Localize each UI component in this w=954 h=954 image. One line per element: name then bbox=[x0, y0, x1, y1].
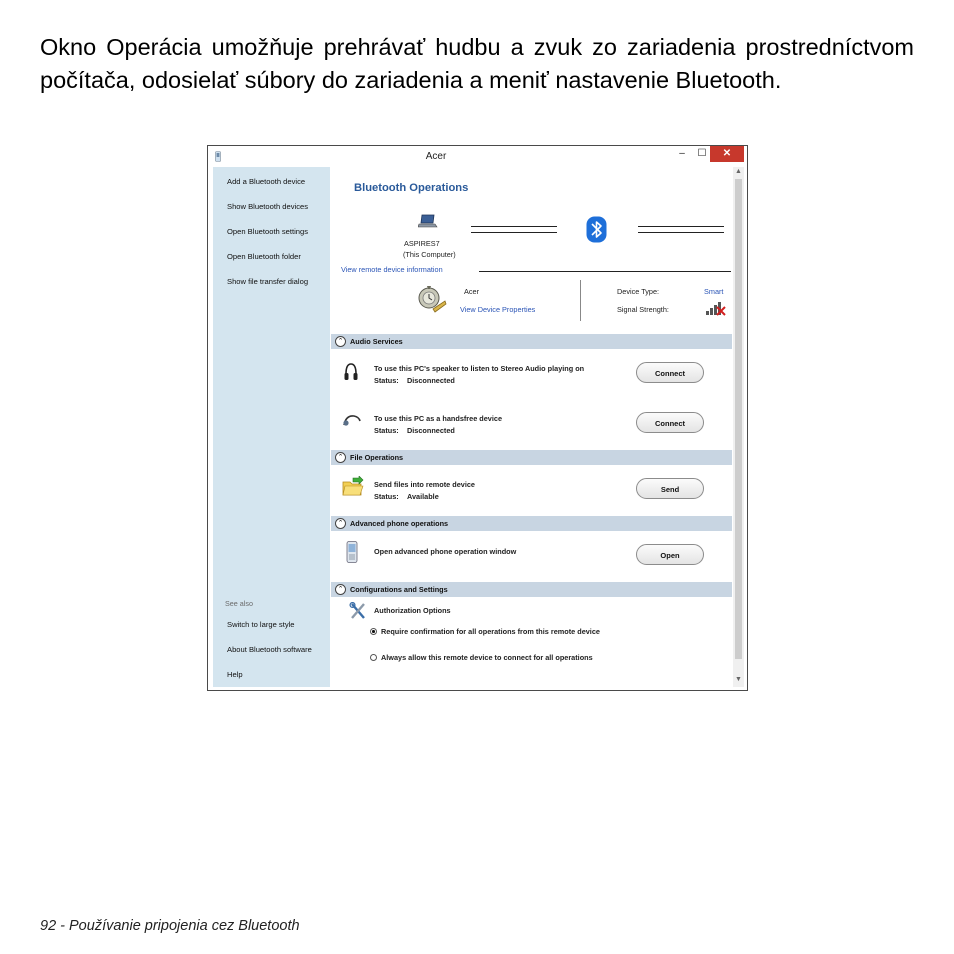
see-also-heading: See also bbox=[225, 599, 253, 608]
bluetooth-window bbox=[207, 145, 748, 691]
collapse-chevron-icon[interactable]: ⌃ bbox=[335, 518, 346, 529]
page-footer: 92 - Používanie pripojenia cez Bluetooth bbox=[40, 918, 300, 934]
option-require-confirmation[interactable]: Require confirmation for all operations from this remote device bbox=[381, 627, 600, 636]
page-title: Bluetooth Operations bbox=[354, 182, 469, 194]
open-phone-button[interactable]: Open bbox=[636, 544, 704, 565]
view-device-properties-link[interactable]: View Device Properties bbox=[460, 305, 536, 314]
bluetooth-icon bbox=[586, 216, 607, 243]
laptop-icon bbox=[418, 214, 438, 228]
section-title: Advanced phone operations bbox=[350, 519, 449, 528]
signal-strength-icon bbox=[706, 301, 726, 316]
remote-device-icon bbox=[415, 282, 447, 314]
divider bbox=[580, 280, 581, 321]
headset-icon bbox=[342, 413, 362, 427]
scrollbar-thumb[interactable] bbox=[735, 179, 742, 659]
section-advanced-phone[interactable] bbox=[331, 516, 732, 531]
connect-handsfree-button[interactable]: Connect bbox=[636, 412, 704, 433]
section-title: Configurations and Settings bbox=[350, 585, 448, 594]
section-file-operations[interactable] bbox=[331, 450, 732, 465]
section-configurations[interactable] bbox=[331, 582, 732, 597]
sidebar-item-help[interactable]: Help bbox=[227, 670, 243, 679]
collapse-chevron-icon[interactable]: ⌃ bbox=[335, 584, 346, 595]
maximize-button[interactable]: ☐ bbox=[697, 148, 707, 159]
view-remote-info-link[interactable]: View remote device information bbox=[341, 265, 443, 274]
send-button[interactable]: Send bbox=[636, 478, 704, 499]
signal-strength-label: Signal Strength: bbox=[617, 305, 669, 314]
audio-handsfree-status-label: Status: bbox=[374, 426, 399, 435]
main-content bbox=[330, 167, 733, 687]
authorization-tools-icon bbox=[349, 602, 367, 620]
advanced-phone-description: Open advanced phone operation window bbox=[374, 547, 517, 556]
headphones-icon bbox=[344, 362, 358, 382]
sidebar-item-add-device[interactable]: Add a Bluetooth device bbox=[227, 177, 306, 186]
send-files-status-label: Status: bbox=[374, 492, 399, 501]
phone-icon bbox=[346, 541, 358, 563]
collapse-chevron-icon[interactable]: ⌃ bbox=[335, 336, 346, 347]
section-audio-services[interactable] bbox=[331, 334, 732, 349]
send-folder-icon bbox=[342, 476, 364, 496]
sidebar-item-open-folder[interactable]: Open Bluetooth folder bbox=[227, 252, 301, 261]
collapse-chevron-icon[interactable]: ⌃ bbox=[335, 452, 346, 463]
send-files-description: Send files into remote device bbox=[374, 480, 475, 489]
option-always-allow[interactable]: Always allow this remote device to connect for all operations bbox=[381, 653, 593, 662]
connection-line bbox=[638, 226, 724, 227]
audio-stereo-status: Disconnected bbox=[407, 376, 455, 385]
device-type-label: Device Type: bbox=[617, 287, 660, 296]
audio-stereo-description: To use this PC's speaker to listen to Stereo Audio playing on bbox=[374, 364, 585, 373]
audio-handsfree-status: Disconnected bbox=[407, 426, 455, 435]
connection-line bbox=[471, 226, 557, 227]
device-type-value: Smart bbox=[704, 287, 724, 296]
sidebar-item-file-transfer[interactable]: Show file transfer dialog bbox=[227, 277, 309, 286]
sidebar-item-large-style[interactable]: Switch to large style bbox=[227, 620, 295, 629]
authorization-options-title: Authorization Options bbox=[374, 606, 451, 615]
close-button[interactable]: ✕ bbox=[710, 146, 744, 162]
sidebar bbox=[213, 167, 330, 687]
section-title: Audio Services bbox=[350, 337, 403, 346]
radio-always-allow[interactable] bbox=[370, 654, 377, 661]
scroll-down-icon[interactable]: ▼ bbox=[735, 676, 742, 683]
divider bbox=[479, 271, 731, 272]
connect-stereo-button[interactable]: Connect bbox=[636, 362, 704, 383]
computer-subtitle: (This Computer) bbox=[403, 250, 456, 259]
scroll-up-icon[interactable]: ▲ bbox=[735, 168, 742, 175]
vertical-scrollbar[interactable] bbox=[733, 167, 744, 687]
connection-line bbox=[471, 232, 557, 233]
radio-require-confirmation[interactable] bbox=[370, 628, 377, 635]
title-bar[interactable] bbox=[208, 146, 747, 167]
intro-paragraph: Okno Operácia umožňuje prehrávať hudbu a zvuk zo zariadenia prostredníctvom počítača, odosielať súbory do zariadenia a meniť nastavenie Bluetooth. bbox=[40, 34, 914, 93]
send-files-status: Available bbox=[407, 492, 439, 501]
sidebar-item-about[interactable]: About Bluetooth software bbox=[227, 645, 312, 654]
sidebar-item-show-devices[interactable]: Show Bluetooth devices bbox=[227, 202, 309, 211]
window-title: Acer bbox=[425, 151, 447, 162]
connection-line bbox=[638, 232, 724, 233]
minimize-button[interactable]: – bbox=[679, 148, 685, 159]
section-title: File Operations bbox=[350, 453, 404, 462]
audio-handsfree-description: To use this PC as a handsfree device bbox=[374, 414, 503, 423]
audio-stereo-status-label: Status: bbox=[374, 376, 399, 385]
computer-name: ASPIRES7 bbox=[404, 239, 440, 248]
device-name: Acer bbox=[464, 287, 480, 296]
sidebar-item-open-settings[interactable]: Open Bluetooth settings bbox=[227, 227, 309, 236]
